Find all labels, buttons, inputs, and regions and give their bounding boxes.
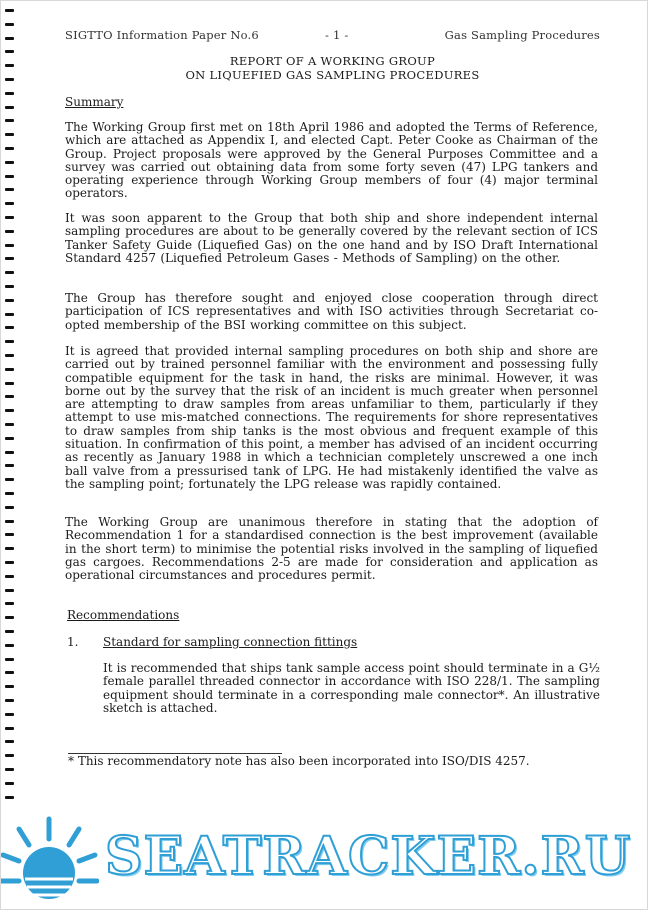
binding-tick (5, 437, 14, 440)
binding-tick (5, 23, 14, 26)
binding-tick (5, 740, 14, 743)
summary-paragraph-5: The Working Group are unanimous therefore in stating that the adoption of Recommendation 1 for a standardised connection is the best improvement (available in the short term) to minimise the potential risks involved in the sampling of liquefied gas cargoes. Recommendations 2-5 are made for consideration and application as operational circumstances and procedures permit. (65, 515, 598, 583)
binding-tick (5, 589, 14, 592)
binding-tick (5, 119, 14, 122)
summary-paragraph-3: The Group has therefore sought and enjoyed close cooperation through direct participation of ICS representatives and with ISO activities through Secretariat co-opted membership of the BSI working committee on this subject. (65, 291, 598, 332)
binding-tick (5, 161, 14, 164)
binding-tick (5, 644, 14, 647)
summary-paragraph-4: It is agreed that provided internal sampling procedures on both ship and shore are carried out by trained personnel familiar with the environment and possessing fully compatible equipment for the task in hand, the risks are minimal. However, it was borne out by the survey that the risk of an incident is much greater when personnel are attempting to draw samples from areas unfamiliar to them, particularly if they attempt to use mis-matched connections. The requirements for shore representatives to draw samples from ship tanks is the most obvious and frequent example of this situation. In confirmation of this point, a member has advised of an incident occurring as recently as January 1988 in which a technician completely unscrewed a one inch ball valve from a pressurised tank of LPG. He had mistakenly identified the valve as the sampling point; fortunately the LPG release was rapidly contained. (65, 344, 598, 491)
binding-tick (5, 188, 14, 191)
watermark-text: SEATRACKER.RU (105, 826, 632, 887)
binding-tick (5, 50, 14, 53)
binding-tick (5, 133, 14, 136)
report-title-line-1: REPORT OF A WORKING GROUP (229, 54, 436, 68)
binding-tick (5, 299, 14, 302)
spiral-binding (5, 9, 19, 809)
binding-tick (5, 175, 14, 178)
binding-tick (5, 271, 14, 274)
binding-tick (5, 616, 14, 619)
binding-tick (5, 368, 14, 371)
binding-tick (5, 768, 14, 771)
binding-tick (5, 37, 14, 40)
binding-tick (5, 216, 14, 219)
summary-heading: Summary (65, 95, 124, 109)
binding-tick (5, 78, 14, 81)
binding-tick (5, 658, 14, 661)
recommendation-body: It is recommended that ships tank sample access point should terminate in a G½ female parallel threaded connector in accordance with ISO 228/1. The sampling equipment should terminate in a corresponding male connector*. An illustrative sketch is attached. (103, 661, 600, 715)
binding-tick (5, 492, 14, 495)
report-title-line-2: ON LIQUEFIED GAS SAMPLING PROCEDURES (185, 68, 480, 82)
binding-tick (5, 285, 14, 288)
binding-tick (5, 202, 14, 205)
binding-tick (5, 354, 14, 357)
binding-tick (5, 533, 14, 536)
header-right: Gas Sampling Procedures (444, 28, 600, 42)
header-left: SIGTTO Information Paper No.6 (65, 28, 259, 42)
page-number: - 1 - (325, 28, 349, 42)
binding-tick (5, 685, 14, 688)
binding-tick (5, 326, 14, 329)
binding-tick (5, 147, 14, 150)
binding-tick (5, 451, 14, 454)
binding-tick (5, 9, 14, 12)
binding-tick (5, 423, 14, 426)
binding-tick (5, 796, 14, 799)
binding-tick (5, 520, 14, 523)
binding-tick (5, 230, 14, 233)
binding-tick (5, 754, 14, 757)
binding-tick (5, 561, 14, 564)
binding-tick (5, 395, 14, 398)
binding-tick (5, 547, 14, 550)
binding-tick (5, 340, 14, 343)
binding-tick (5, 575, 14, 578)
binding-tick (5, 478, 14, 481)
binding-tick (5, 244, 14, 247)
binding-tick (5, 382, 14, 385)
summary-paragraph-1: The Working Group first met on 18th April 1986 and adopted the Terms of Reference, which are attached as Appendix I, and elected Capt. Peter Cooke as Chairman of the Group. Project proposals were approved by the General Purposes Committee and a survey was carried out obtaining data from some forty seven (47) LPG tankers and operating experience through Working Group members of four (4) major terminal operators. (65, 120, 598, 201)
binding-tick (5, 92, 14, 95)
binding-tick (5, 782, 14, 785)
binding-tick (5, 630, 14, 633)
footnote: * This recommendatory note has also been incorporated into ISO/DIS 4257. (68, 754, 530, 768)
binding-tick (5, 257, 14, 260)
binding-tick (5, 106, 14, 109)
binding-tick (5, 713, 14, 716)
binding-tick (5, 699, 14, 702)
binding-tick (5, 602, 14, 605)
sun-logo-icon (1, 809, 99, 911)
binding-tick (5, 464, 14, 467)
recommendation-title: Standard for sampling connection fittings (103, 635, 358, 649)
recommendations-heading: Recommendations (67, 608, 180, 622)
binding-tick (5, 409, 14, 412)
recommendation-number: 1. (67, 635, 79, 649)
summary-paragraph-2: It was soon apparent to the Group that both ship and shore independent internal sampling procedures are about to be generally covered by the relevant section of ICS Tanker Safety Guide (Liquefied Gas) on the one hand and by ISO Draft International Standard 4257 (Liquefied Petroleum Gases - Methods of Sampling) on the other. (65, 211, 598, 265)
binding-tick (5, 506, 14, 509)
binding-tick (5, 64, 14, 67)
binding-tick (5, 313, 14, 316)
binding-tick (5, 727, 14, 730)
binding-tick (5, 671, 14, 674)
